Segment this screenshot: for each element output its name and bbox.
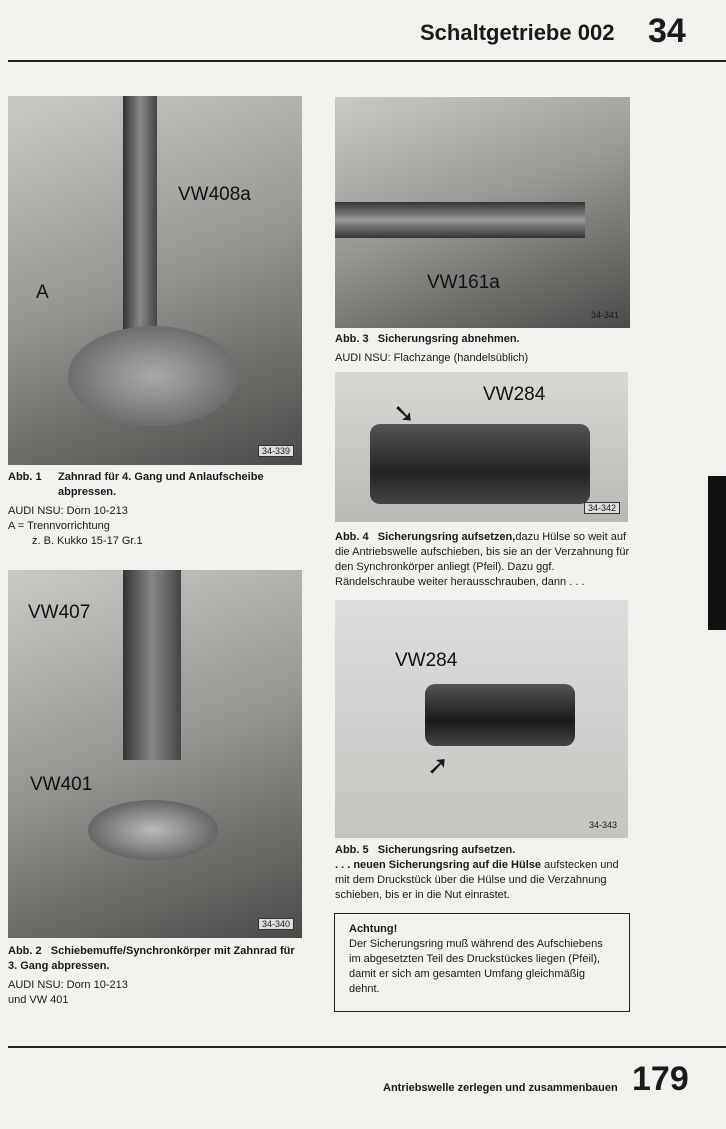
tool-label: VW284 (483, 384, 546, 405)
figure-1-photo (8, 96, 302, 465)
tool-label: VW407 (28, 602, 91, 623)
tool-label: A (36, 282, 49, 303)
figure-4-photo (335, 372, 628, 522)
notice-title: Achtung! (349, 923, 398, 935)
tool-label: VW408a (178, 184, 251, 205)
notice-box (334, 913, 630, 1012)
figure-3-photo (335, 97, 630, 328)
chapter-thumb-tab (708, 476, 726, 630)
tool-label: VW401 (30, 774, 93, 795)
figure-number: 34-339 (258, 445, 294, 457)
figure-number: 34-340 (258, 918, 294, 930)
figure-number: 34-343 (588, 820, 617, 830)
figure-2-caption: Abb. 2 Schiebemuffe/Synchronkörper mit Zahnrad für 3. Gang abpressen. AUDI NSU: Dorn 10-213 und VW 401 (8, 945, 295, 1006)
chapter-number: 34 (648, 12, 686, 50)
figure-number: 34-341 (590, 310, 619, 320)
footer-section-title: Antriebswelle zerlegen und zusammenbauen (383, 1082, 618, 1094)
arrow-icon: ➚ (427, 750, 449, 780)
header-rule (8, 60, 726, 62)
notice-text: Der Sicherungsring muß während des Aufschiebens im abgesetzten Teil des Druckstückes liegen (Pfeil), damit er sich am gesamten Umfang gleichmäßig dehnt. (349, 938, 603, 995)
figure-5-caption: Abb. 5 Sicherungsring aufsetzen. . . . neuen Sicherungsring auf die Hülse aufstecken und mit dem Druckstück über die Hülse und die Verzahnung schieben, bis er in die Nut einrastet. (335, 844, 619, 901)
figure-5-photo (335, 600, 628, 838)
tool-label: VW284 (395, 650, 458, 671)
arrow-icon: ➘ (393, 398, 415, 428)
figure-3-caption: Abb. 3 Sicherungsring abnehmen. AUDI NSU: Flachzange (handelsüblich) (335, 333, 529, 364)
figure-number: 34-342 (584, 502, 620, 514)
footer-rule (8, 1046, 726, 1048)
section-title: Schaltgetriebe 002 (420, 20, 615, 45)
page-number: 179 (632, 1060, 689, 1098)
figure-4-caption: Abb. 4 Sicherungsring aufsetzen,dazu Hülse so weit auf die Antriebswelle aufschieben, bis sie an der Verzahnung für den Synchronkörper anliegt (Pfeil). Dazu ggf. Rändelschraube weiter herausschrauben, dann . . . (335, 531, 630, 588)
tool-label: VW161a (427, 272, 500, 293)
figure-2-photo (8, 570, 302, 938)
figure-1-caption: Abb. 1 Zahnrad für 4. Gang und Anlaufscheibe abpressen. AUDI NSU: Dorn 10-213 A = Trennvorrichtung z. B. Kukko 15-17 Gr.1 (8, 471, 264, 547)
